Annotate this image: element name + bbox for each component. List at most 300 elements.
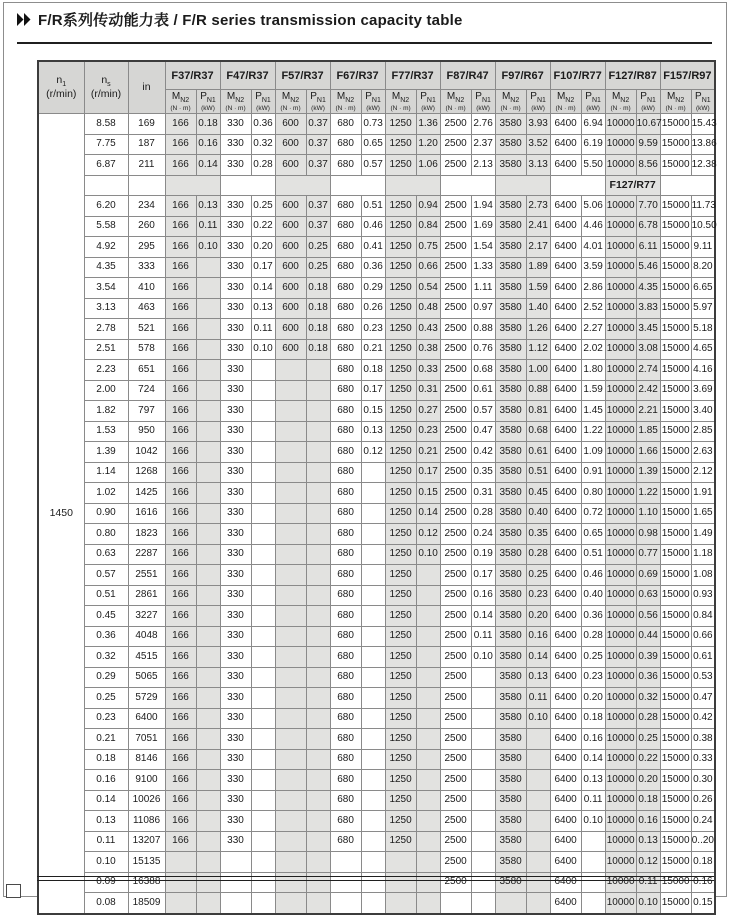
data-cell: 3580	[495, 237, 526, 258]
model-header: F127/R87	[605, 61, 660, 90]
data-cell: 166	[165, 770, 196, 791]
data-cell	[251, 893, 275, 914]
data-cell: 680	[330, 196, 361, 217]
table-row	[38, 237, 715, 258]
data-cell: 11.73	[691, 196, 715, 217]
col-header-in: in	[128, 61, 165, 114]
data-cell: 680	[330, 585, 361, 606]
data-cell: 15000	[660, 667, 691, 688]
in-cell: 211	[128, 155, 165, 176]
data-cell	[361, 544, 385, 565]
model-header: F57/R37	[275, 61, 330, 90]
table-row	[38, 544, 715, 565]
data-cell: 0.26	[361, 298, 385, 319]
data-cell: 10000	[605, 360, 636, 381]
data-cell	[196, 831, 220, 852]
data-cell: 3580	[495, 114, 526, 135]
data-cell	[196, 319, 220, 340]
data-cell: 0.31	[471, 483, 495, 504]
data-cell: 10000	[605, 565, 636, 586]
in-cell: 8146	[128, 749, 165, 770]
data-cell: 1.36	[416, 114, 440, 135]
in-cell: 10026	[128, 790, 165, 811]
data-cell	[416, 790, 440, 811]
data-cell: 3580	[495, 278, 526, 299]
data-cell	[361, 811, 385, 832]
page-title-row	[17, 9, 463, 30]
ns-cell: 1.14	[84, 462, 128, 483]
data-cell: 1250	[385, 339, 416, 360]
data-cell: 166	[165, 380, 196, 401]
data-cell	[361, 790, 385, 811]
data-cell	[251, 729, 275, 750]
data-cell: 6400	[550, 278, 581, 299]
data-cell: 0.17	[416, 462, 440, 483]
data-cell: 6400	[550, 462, 581, 483]
data-cell: 2500	[440, 216, 471, 237]
data-cell: 2500	[440, 831, 471, 852]
data-cell: 2.85	[691, 421, 715, 442]
ns-cell: 2.00	[84, 380, 128, 401]
data-cell	[306, 442, 330, 463]
data-cell: 10000	[605, 811, 636, 832]
mn2-header: $M_{N2}$ (N · m)	[605, 90, 636, 114]
data-cell: 2.41	[526, 216, 550, 237]
data-cell: 0.32	[636, 688, 660, 709]
data-cell	[416, 585, 440, 606]
data-cell	[196, 503, 220, 524]
data-cell	[581, 852, 605, 873]
data-cell: 0.35	[471, 462, 495, 483]
data-cell	[275, 729, 306, 750]
data-cell: 15000	[660, 708, 691, 729]
data-cell	[196, 626, 220, 647]
data-cell: 2.42	[636, 380, 660, 401]
data-cell	[306, 360, 330, 381]
data-cell: 10000	[605, 237, 636, 258]
table-bottom-double-rule	[37, 876, 714, 881]
data-cell: 1.85	[636, 421, 660, 442]
data-cell: 1250	[385, 524, 416, 545]
model-header: F67/R37	[330, 61, 385, 90]
data-cell	[196, 770, 220, 791]
data-cell: 330	[220, 606, 251, 627]
data-cell: 0.15	[416, 483, 440, 504]
data-cell: 3580	[495, 729, 526, 750]
in-cell: 1425	[128, 483, 165, 504]
data-cell: 10000	[605, 667, 636, 688]
table-row	[38, 524, 715, 545]
data-cell: 1.59	[581, 380, 605, 401]
data-cell	[275, 667, 306, 688]
data-cell: 0.18	[306, 278, 330, 299]
data-cell	[526, 831, 550, 852]
data-cell: 10000	[605, 155, 636, 176]
data-cell	[471, 790, 495, 811]
data-cell: 0.47	[471, 421, 495, 442]
data-cell	[385, 852, 416, 873]
data-cell: 0.75	[416, 237, 440, 258]
data-cell: 0.20	[636, 770, 660, 791]
data-cell	[306, 380, 330, 401]
data-cell: 0.39	[636, 647, 660, 668]
data-cell: 0.37	[306, 216, 330, 237]
data-cell: 0.14	[581, 749, 605, 770]
data-cell	[196, 749, 220, 770]
data-cell: 6400	[550, 298, 581, 319]
data-cell: 2500	[440, 585, 471, 606]
data-cell: 6400	[550, 380, 581, 401]
data-cell: 10000	[605, 298, 636, 319]
ns-cell: 0.29	[84, 667, 128, 688]
data-cell: 1.18	[691, 544, 715, 565]
data-cell: 166	[165, 811, 196, 832]
data-cell	[361, 852, 385, 873]
special-row	[38, 175, 715, 196]
data-cell: 13.86	[691, 134, 715, 155]
data-cell: 330	[220, 585, 251, 606]
data-cell: 330	[220, 811, 251, 832]
data-cell: 2500	[440, 544, 471, 565]
data-cell	[275, 626, 306, 647]
data-cell: 600	[275, 134, 306, 155]
pn1-header: $P_{N1}$ (kW)	[251, 90, 275, 114]
in-cell: 5729	[128, 688, 165, 709]
in-cell: 13207	[128, 831, 165, 852]
data-cell: 0.22	[251, 216, 275, 237]
ns-cell: 3.54	[84, 278, 128, 299]
data-cell: 166	[165, 339, 196, 360]
pn1-header: $P_{N1}$ (kW)	[471, 90, 495, 114]
data-cell: 680	[330, 134, 361, 155]
data-cell: 0.17	[251, 257, 275, 278]
data-cell: 15000	[660, 360, 691, 381]
data-cell: 2.52	[581, 298, 605, 319]
data-cell	[196, 852, 220, 873]
data-cell: 680	[330, 626, 361, 647]
data-cell	[275, 380, 306, 401]
ns-cell: 0.45	[84, 606, 128, 627]
data-cell: 9.11	[691, 237, 715, 258]
footnote-box-partial	[6, 884, 21, 898]
data-cell	[306, 544, 330, 565]
data-cell: 680	[330, 483, 361, 504]
data-cell: 3580	[495, 544, 526, 565]
data-cell	[306, 811, 330, 832]
data-cell: 3580	[495, 852, 526, 873]
data-cell	[306, 688, 330, 709]
ns-cell: 0.90	[84, 503, 128, 524]
data-cell: 166	[165, 155, 196, 176]
data-cell: 0.69	[636, 565, 660, 586]
data-cell	[416, 729, 440, 750]
ns-cell: 8.58	[84, 114, 128, 135]
ns-cell: 0.18	[84, 749, 128, 770]
data-cell: 0.35	[526, 524, 550, 545]
data-cell: 0.36	[361, 257, 385, 278]
data-cell	[251, 647, 275, 668]
ns-cell: 2.78	[84, 319, 128, 340]
data-cell: 0.76	[471, 339, 495, 360]
data-cell	[251, 606, 275, 627]
data-cell: 6400	[550, 893, 581, 914]
data-cell: 6.78	[636, 216, 660, 237]
data-cell: 2.13	[471, 155, 495, 176]
data-cell: 0.23	[361, 319, 385, 340]
data-cell: 10000	[605, 729, 636, 750]
data-cell: 330	[220, 544, 251, 565]
col-header-ns: $n_s$ (r/min)	[84, 61, 128, 114]
data-cell: 330	[220, 155, 251, 176]
data-cell: 15000	[660, 585, 691, 606]
ns-cell	[84, 175, 128, 196]
data-cell: 3580	[495, 483, 526, 504]
data-cell: 0.25	[251, 196, 275, 217]
data-cell: 0.14	[526, 647, 550, 668]
data-cell: 3580	[495, 196, 526, 217]
data-cell: 600	[275, 114, 306, 135]
data-cell: 6400	[550, 585, 581, 606]
data-cell: 10000	[605, 421, 636, 442]
data-cell: 3.52	[526, 134, 550, 155]
data-cell: 600	[275, 155, 306, 176]
data-cell: 15000	[660, 688, 691, 709]
data-cell: 6400	[550, 360, 581, 381]
data-cell: 1250	[385, 647, 416, 668]
data-cell: 3.08	[636, 339, 660, 360]
data-cell: 15000	[660, 831, 691, 852]
data-cell	[275, 606, 306, 627]
table-row	[38, 257, 715, 278]
data-cell	[196, 380, 220, 401]
data-cell: 3580	[495, 298, 526, 319]
data-cell: 10000	[605, 401, 636, 422]
data-cell: 2.86	[581, 278, 605, 299]
data-cell: 330	[220, 380, 251, 401]
model-header: F47/R37	[220, 61, 275, 90]
data-cell: 5.97	[691, 298, 715, 319]
data-cell: 330	[220, 626, 251, 647]
data-cell	[306, 729, 330, 750]
table-row	[38, 360, 715, 381]
header-row-models	[38, 61, 715, 90]
data-cell: 0.43	[416, 319, 440, 340]
data-cell: 680	[330, 237, 361, 258]
data-cell	[361, 708, 385, 729]
data-cell: 0.48	[416, 298, 440, 319]
data-cell: 4.35	[636, 278, 660, 299]
in-cell: 5065	[128, 667, 165, 688]
data-cell: 1.11	[471, 278, 495, 299]
in-cell: 15135	[128, 852, 165, 873]
data-cell: 6400	[550, 503, 581, 524]
table-row	[38, 647, 715, 668]
data-cell: 0.14	[196, 155, 220, 176]
data-cell	[440, 893, 471, 914]
data-cell	[306, 483, 330, 504]
table-row	[38, 339, 715, 360]
data-cell	[275, 462, 306, 483]
in-cell: 724	[128, 380, 165, 401]
data-cell: 680	[330, 401, 361, 422]
in-cell: 578	[128, 339, 165, 360]
data-cell	[275, 831, 306, 852]
data-cell: 0.18	[691, 852, 715, 873]
data-cell	[361, 688, 385, 709]
data-cell: 10000	[605, 483, 636, 504]
data-cell: 680	[330, 544, 361, 565]
data-cell	[526, 749, 550, 770]
data-cell: 0.36	[636, 667, 660, 688]
data-cell: 2500	[440, 811, 471, 832]
empty-pair-cell	[220, 175, 275, 196]
table-row	[38, 729, 715, 750]
data-cell: 0.18	[306, 339, 330, 360]
data-cell: 15000	[660, 339, 691, 360]
data-cell	[275, 790, 306, 811]
data-cell: 2500	[440, 524, 471, 545]
data-cell: 2500	[440, 626, 471, 647]
data-cell: 2500	[440, 278, 471, 299]
data-cell	[196, 790, 220, 811]
data-cell: 2500	[440, 298, 471, 319]
data-cell: 330	[220, 278, 251, 299]
data-cell: 10.50	[691, 216, 715, 237]
data-cell	[330, 852, 361, 873]
ns-cell: 7.75	[84, 134, 128, 155]
data-cell: 0.33	[416, 360, 440, 381]
model-header: F37/R37	[165, 61, 220, 90]
data-cell	[416, 893, 440, 914]
data-cell: 680	[330, 257, 361, 278]
data-cell: 0.77	[636, 544, 660, 565]
data-cell: 1.20	[416, 134, 440, 155]
data-cell: 10000	[605, 278, 636, 299]
data-cell: 10000	[605, 544, 636, 565]
data-cell: 3580	[495, 503, 526, 524]
data-cell: 1.08	[691, 565, 715, 586]
data-cell: 1.10	[636, 503, 660, 524]
table-row	[38, 114, 715, 135]
data-cell	[196, 257, 220, 278]
data-cell: 0.25	[306, 237, 330, 258]
data-cell: 680	[330, 380, 361, 401]
in-cell: 187	[128, 134, 165, 155]
data-cell: 0.16	[636, 811, 660, 832]
data-cell: 3580	[495, 360, 526, 381]
table-row	[38, 134, 715, 155]
data-cell: 15000	[660, 134, 691, 155]
data-cell	[526, 811, 550, 832]
data-cell: 1.89	[526, 257, 550, 278]
data-cell: 15000	[660, 462, 691, 483]
data-cell: 166	[165, 237, 196, 258]
in-cell	[128, 175, 165, 196]
table-row	[38, 319, 715, 340]
data-cell: 166	[165, 196, 196, 217]
mn2-header: $M_{N2}$ (N · m)	[550, 90, 581, 114]
data-cell: 0.32	[251, 134, 275, 155]
data-cell: 2500	[440, 421, 471, 442]
data-cell	[306, 831, 330, 852]
data-cell: 1.26	[526, 319, 550, 340]
data-cell: 2.37	[471, 134, 495, 155]
data-cell: 166	[165, 729, 196, 750]
pn1-header: $P_{N1}$ (kW)	[416, 90, 440, 114]
data-cell: 3580	[495, 216, 526, 237]
data-cell: 0.14	[251, 278, 275, 299]
data-cell: 0.13	[636, 831, 660, 852]
data-cell: 6.19	[581, 134, 605, 155]
data-cell: 330	[220, 462, 251, 483]
data-cell: 680	[330, 749, 361, 770]
data-cell: 0.57	[471, 401, 495, 422]
data-cell: 600	[275, 319, 306, 340]
data-cell	[196, 565, 220, 586]
data-cell: 0.24	[471, 524, 495, 545]
data-cell: 166	[165, 483, 196, 504]
data-cell: 2500	[440, 565, 471, 586]
data-cell: 0.25	[581, 647, 605, 668]
data-cell: 1250	[385, 401, 416, 422]
data-cell	[306, 585, 330, 606]
data-cell: 0.22	[636, 749, 660, 770]
in-cell: 234	[128, 196, 165, 217]
data-cell: 6400	[550, 852, 581, 873]
data-cell: 4.46	[581, 216, 605, 237]
data-cell: 10000	[605, 319, 636, 340]
in-cell: 521	[128, 319, 165, 340]
data-cell: 0.16	[471, 585, 495, 606]
data-cell: 0.10	[471, 647, 495, 668]
data-cell: 15000	[660, 565, 691, 586]
data-cell	[165, 893, 196, 914]
data-cell	[251, 401, 275, 422]
data-cell: 0.18	[636, 790, 660, 811]
data-cell	[251, 544, 275, 565]
in-cell: 651	[128, 360, 165, 381]
table-row	[38, 216, 715, 237]
data-cell: 1250	[385, 688, 416, 709]
data-cell: 2500	[440, 114, 471, 135]
data-cell: 166	[165, 462, 196, 483]
data-cell: 0.16	[196, 134, 220, 155]
data-cell: 3580	[495, 257, 526, 278]
ns-cell: 3.13	[84, 298, 128, 319]
data-cell: 330	[220, 565, 251, 586]
data-cell	[251, 360, 275, 381]
in-cell: 463	[128, 298, 165, 319]
data-cell: 166	[165, 790, 196, 811]
data-cell: 166	[165, 831, 196, 852]
ns-cell: 0.57	[84, 565, 128, 586]
pn1-header: $P_{N1}$ (kW)	[581, 90, 605, 114]
data-cell	[275, 524, 306, 545]
data-cell	[275, 893, 306, 914]
data-cell: 2500	[440, 155, 471, 176]
data-cell	[416, 565, 440, 586]
empty-pair-cell	[660, 175, 715, 196]
data-cell: 680	[330, 421, 361, 442]
model-header: F157/R97	[660, 61, 715, 90]
data-cell: 0.56	[636, 606, 660, 627]
table-row	[38, 708, 715, 729]
ns-cell: 4.92	[84, 237, 128, 258]
data-cell: 680	[330, 319, 361, 340]
data-cell: 600	[275, 237, 306, 258]
data-cell: 0.15	[361, 401, 385, 422]
data-cell: 2500	[440, 401, 471, 422]
